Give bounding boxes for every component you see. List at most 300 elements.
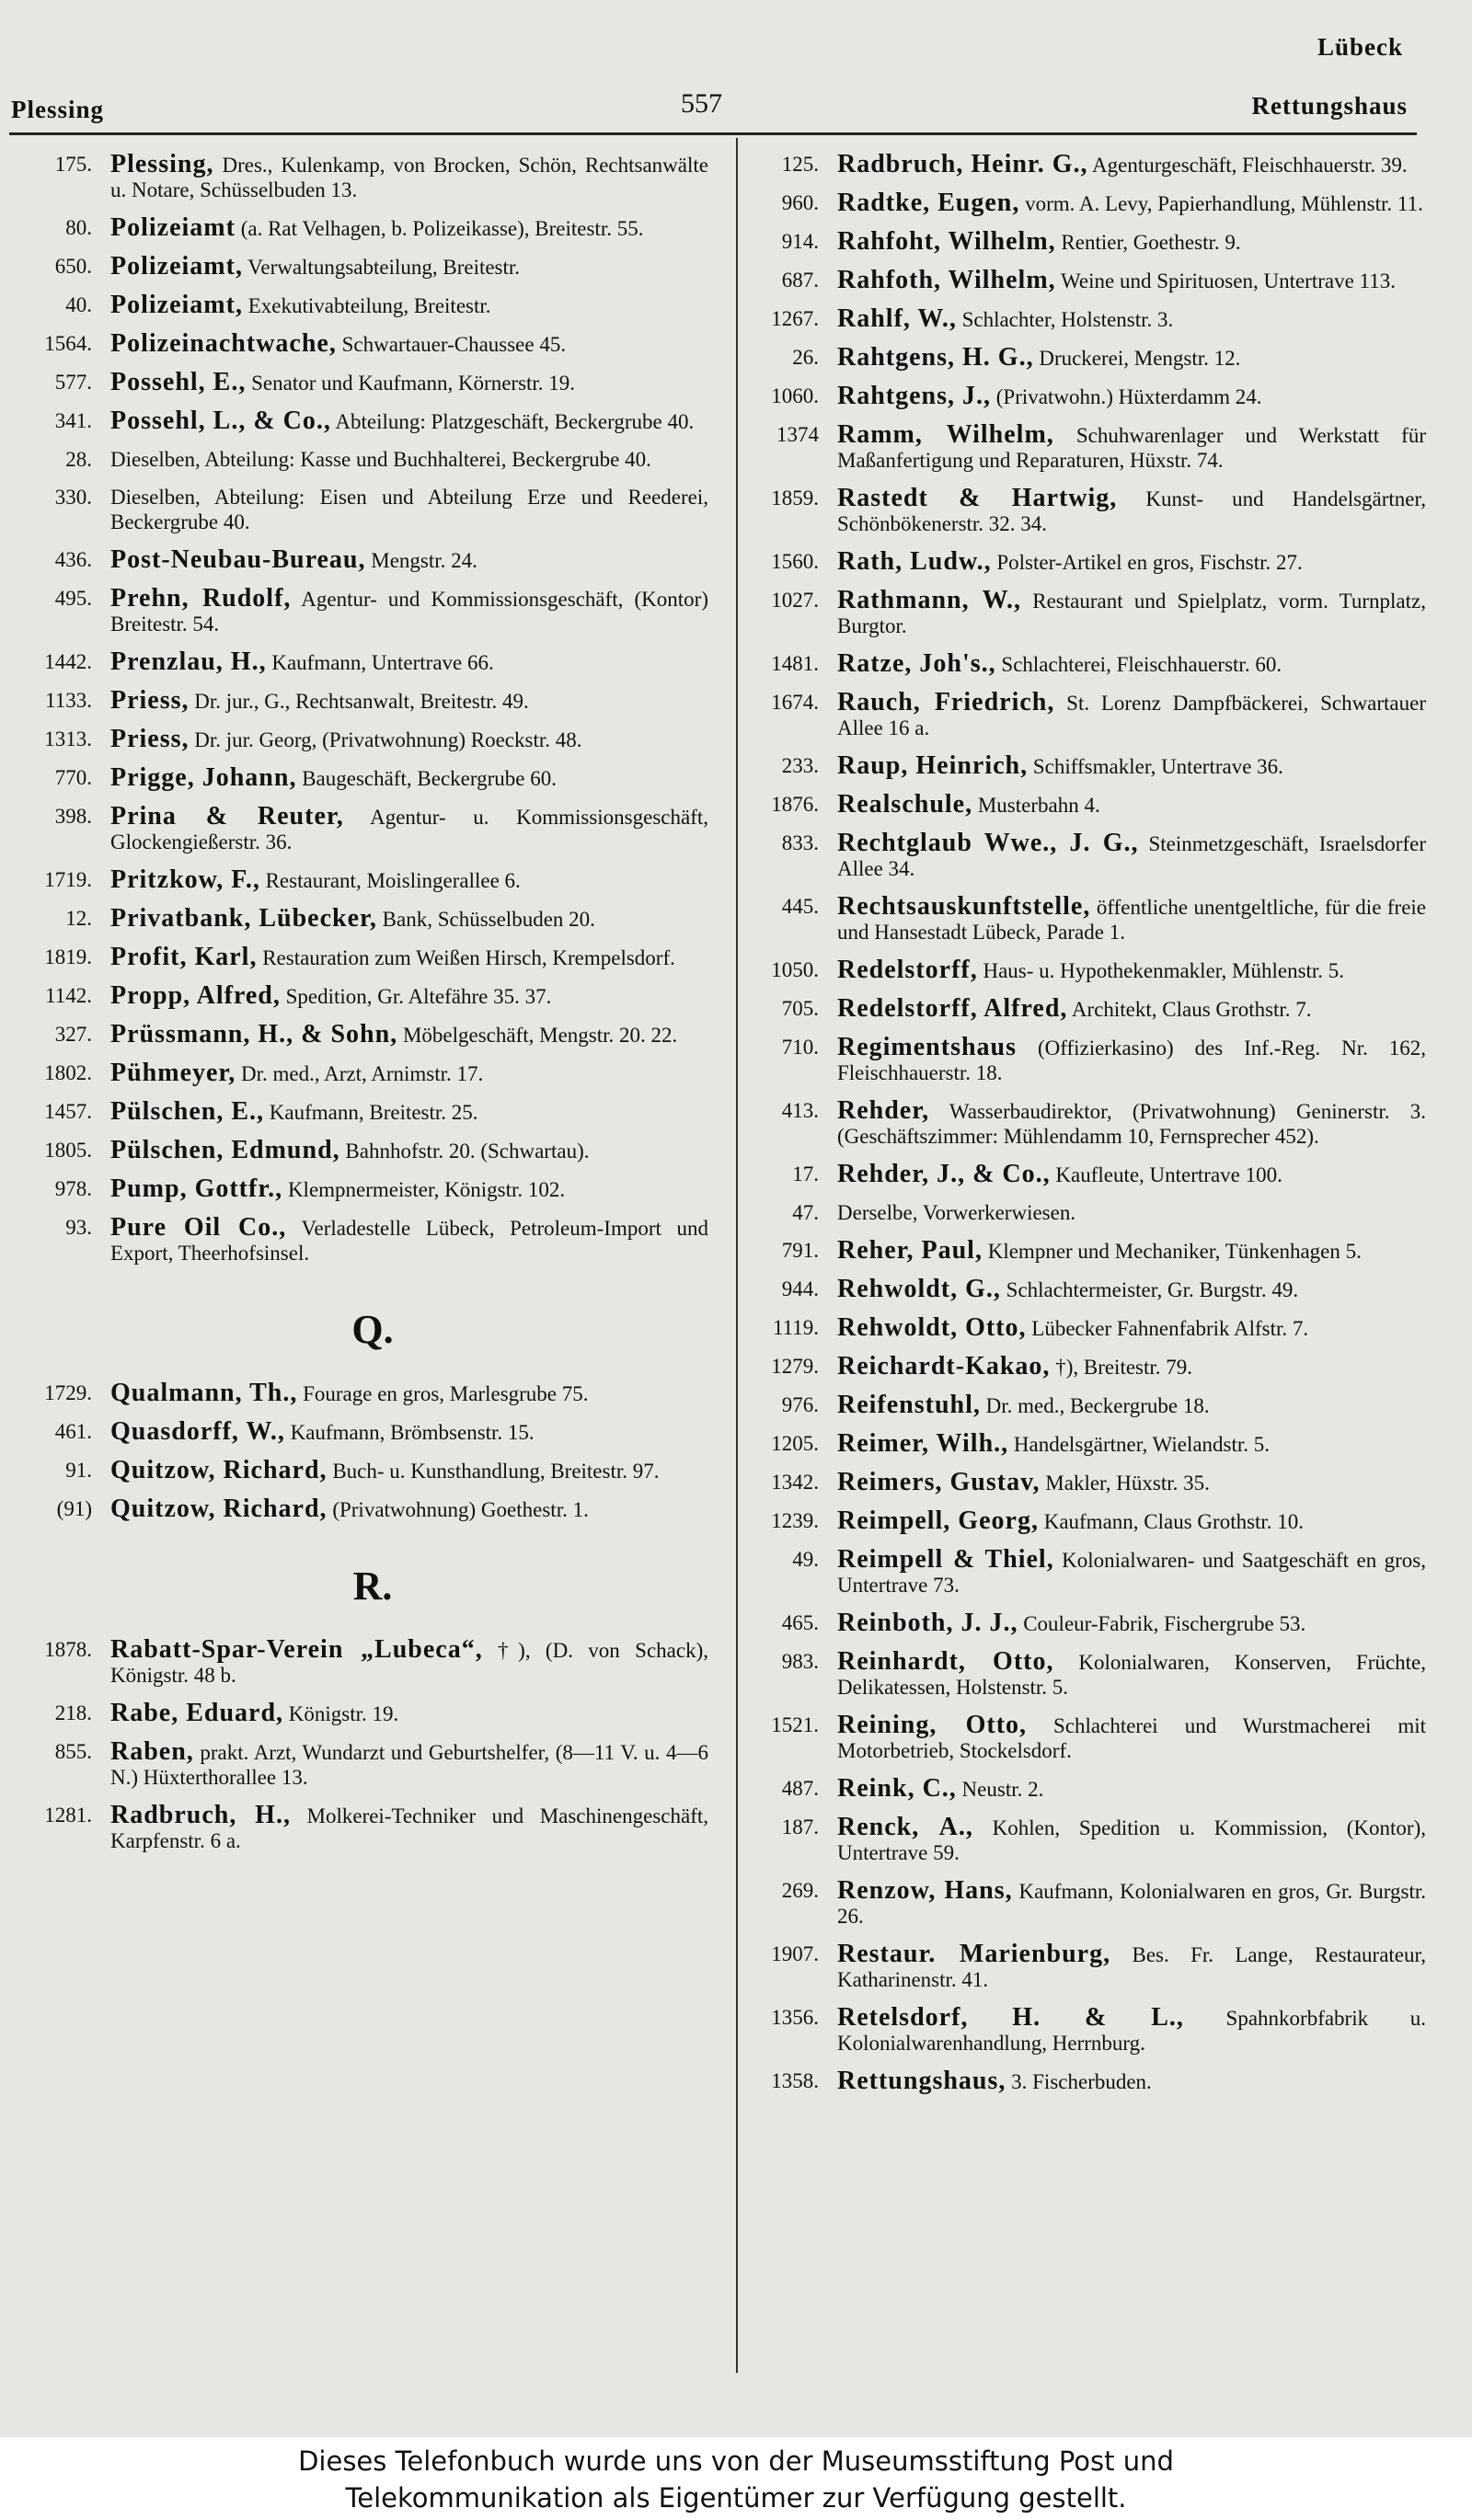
right-column xyxy=(745,152,1426,2107)
phone-number: (91) xyxy=(56,1497,92,1520)
entry-name: Renck, A., xyxy=(837,1813,973,1841)
directory-entry xyxy=(9,547,708,573)
entry-body xyxy=(110,1496,708,1522)
phone-number: 398. xyxy=(54,805,92,828)
entry-body xyxy=(110,945,708,970)
header-right-keyword: Rettungshaus xyxy=(1251,92,1408,120)
phone-number: 983. xyxy=(781,1650,819,1673)
entry-body xyxy=(837,1315,1426,1341)
entry-details: Bahnhofstr. 20. (Schwartau). xyxy=(345,1140,590,1163)
entry-details: (Privatwohn.) Hüxterdamm 24. xyxy=(995,385,1262,408)
phone-number: 233. xyxy=(781,754,819,777)
phone-number: 269. xyxy=(781,1879,819,1902)
entry-details: Polster-Artikel en gros, Fischstr. 27. xyxy=(996,551,1303,574)
entry-name: Reimpell, Georg, xyxy=(837,1506,1039,1535)
entry-name: Radbruch, H., xyxy=(110,1801,291,1829)
phone-number: 91. xyxy=(65,1459,92,1482)
entry-name: Raup, Heinrich, xyxy=(837,751,1029,780)
phone-number: 327. xyxy=(54,1023,92,1046)
phone-number: 687. xyxy=(781,269,819,292)
entries-r xyxy=(9,1637,708,1853)
entry-name: Pülschen, Edmund, xyxy=(110,1136,340,1164)
entry-name: Prigge, Johann, xyxy=(110,763,297,792)
directory-entry xyxy=(745,792,1426,818)
directory-entry xyxy=(745,894,1426,945)
entry-name: Ratze, Joh's., xyxy=(837,649,996,678)
entry-details: Weine und Spirituosen, Untertrave 113. xyxy=(1061,269,1396,292)
entry-body xyxy=(110,1138,708,1163)
entry-details: Dr. med., Beckergrube 18. xyxy=(985,1394,1210,1417)
entry-name: Polizeiamt, xyxy=(110,291,243,319)
entry-name: Rabe, Eduard, xyxy=(110,1699,284,1727)
entry-details: Agenturgeschäft, Fleischhauerstr. 39. xyxy=(1092,154,1408,177)
left-column xyxy=(9,152,708,1866)
entry-body xyxy=(837,690,1426,740)
entry-details: Rentier, Goethestr. 9. xyxy=(1061,231,1241,254)
directory-entry xyxy=(745,690,1426,740)
directory-entry xyxy=(745,1098,1426,1149)
phone-number: 1279. xyxy=(771,1355,819,1378)
entry-details: Schlachter, Holstenstr. 3. xyxy=(961,308,1174,331)
entry-body xyxy=(837,1649,1426,1700)
entry-body xyxy=(110,1099,708,1125)
entry-details: Senator und Kaufmann, Körnerstr. 19. xyxy=(251,372,576,395)
phone-number: 1356. xyxy=(771,2006,819,2029)
directory-entry xyxy=(9,1176,708,1202)
entry-details: Druckerei, Mengstr. 12. xyxy=(1039,347,1241,370)
entry-name: Rahtgens, J., xyxy=(837,382,992,410)
column-divider xyxy=(736,138,738,2373)
phone-number: 436. xyxy=(54,548,92,571)
entry-name: Redelstorff, xyxy=(837,956,978,984)
entry-details: Dr. med., Arzt, Arnimstr. 17. xyxy=(241,1062,484,1085)
directory-entry xyxy=(745,996,1426,1022)
phone-number: 1674. xyxy=(771,691,819,714)
directory-entry xyxy=(745,1942,1426,1992)
phone-number: 1027. xyxy=(771,589,819,612)
entry-details: Makler, Hüxstr. 35. xyxy=(1045,1472,1210,1495)
entry-body xyxy=(110,1380,708,1406)
directory-entry xyxy=(745,1547,1426,1598)
entry-details: Fourage en gros, Marlesgrube 75. xyxy=(303,1382,589,1405)
entry-details: Kolonialwaren, Konserven, Früchte, Delikatessen, Holstenstr. 5. xyxy=(837,1651,1427,1699)
page-number: 557 xyxy=(681,88,722,119)
directory-entry xyxy=(745,1508,1426,1534)
entry-details: Kaufmann, Untertrave 66. xyxy=(271,651,494,674)
entry-details: vorm. A. Levy, Papierhandlung, Mühlenstr. 11. xyxy=(1025,192,1423,215)
entry-body xyxy=(110,152,708,202)
entry-name: Polizeinachtwache, xyxy=(110,329,337,358)
entry-name: Priess, xyxy=(110,686,190,715)
entry-body xyxy=(110,983,708,1009)
directory-entry xyxy=(745,345,1426,371)
entry-body xyxy=(110,215,708,241)
entry-details: Klempner und Mechaniker, Tünkenhagen 5. xyxy=(987,1240,1362,1263)
directory-entry xyxy=(9,1022,708,1048)
phone-number: 1119. xyxy=(772,1316,819,1339)
entry-details: Schiffsmakler, Untertrave 36. xyxy=(1032,755,1283,778)
entry-body xyxy=(110,765,708,791)
entry-details: Verwaltungsabteilung, Breitestr. xyxy=(247,256,521,279)
entry-details: Buch- u. Kunsthandlung, Breitestr. 97. xyxy=(332,1460,660,1483)
entry-details: Kaufmann, Breitestr. 25. xyxy=(269,1101,478,1124)
directory-entry xyxy=(9,485,708,534)
entry-body xyxy=(837,1776,1426,1802)
directory-entry xyxy=(745,1431,1426,1457)
entry-body xyxy=(837,957,1426,983)
entry-name: Prüssmann, H., & Sohn, xyxy=(110,1020,398,1048)
directory-entry xyxy=(9,688,708,714)
entry-body xyxy=(110,804,708,854)
directory-entry xyxy=(9,447,708,472)
entry-details: Restauration zum Weißen Hirsch, Krempelsdorf. xyxy=(262,946,675,969)
entries-right xyxy=(745,152,1426,2094)
entry-details: Kaufmann, Brömbsenstr. 15. xyxy=(290,1421,535,1444)
entry-details: Exekutivabteilung, Breitestr. xyxy=(247,294,491,317)
entry-name: Renzow, Hans, xyxy=(837,1876,1013,1905)
header-city: Lübeck xyxy=(1317,33,1403,61)
entry-details: Baugeschäft, Beckergrube 60. xyxy=(302,767,557,790)
entry-details: Haus- u. Hypothekenmakler, Mühlenstr. 5. xyxy=(983,959,1345,982)
phone-number: 445. xyxy=(781,895,819,918)
entry-body xyxy=(110,1176,708,1202)
entry-body xyxy=(110,727,708,752)
entry-body xyxy=(837,422,1426,473)
directory-entry xyxy=(745,651,1426,677)
entry-details: Molkerei-Techniker und Maschinengeschäft, Karpfenstr. 6 a. xyxy=(110,1804,708,1852)
entry-name: Possehl, L., & Co., xyxy=(110,407,331,435)
directory-entry xyxy=(745,1815,1426,1865)
entry-name: Rathmann, W., xyxy=(837,586,1021,614)
entry-body xyxy=(110,586,708,636)
entry-details: Agentur- und Kommissionsgeschäft, (Kontor) Breitestr. 54. xyxy=(110,588,708,636)
entries-q xyxy=(9,1380,708,1522)
footer-line-2: Telekommunikation als Eigentümer zur Verfügung gestellt. xyxy=(345,2482,1127,2514)
entry-body xyxy=(110,485,708,534)
phone-number: 1564. xyxy=(44,332,92,355)
entry-name: Reifenstuhl, xyxy=(837,1391,981,1419)
directory-entry xyxy=(745,268,1426,293)
entry-name: Rahlf, W., xyxy=(837,304,957,333)
phone-number: 28. xyxy=(65,448,92,471)
directory-entry xyxy=(745,1315,1426,1341)
header-left-keyword: Plessing xyxy=(11,96,105,123)
entry-name: Pump, Gottfr., xyxy=(110,1174,283,1203)
entry-body xyxy=(110,867,708,893)
phone-number: 650. xyxy=(54,255,92,278)
entry-details: Königstr. 19. xyxy=(288,1702,399,1725)
entry-name: Pühmeyer, xyxy=(110,1059,236,1087)
phone-number: 1907. xyxy=(771,1942,819,1965)
entry-details: Dr. jur., G., Rechtsanwalt, Breitestr. 49. xyxy=(194,690,529,713)
entry-name: Redelstorff, Alfred, xyxy=(837,994,1068,1023)
directory-entry xyxy=(745,957,1426,983)
entry-details: Dieselben, Abteilung: Eisen und Abteilung Erze und Reederei, Beckergrube 40. xyxy=(110,486,708,533)
phone-number: 833. xyxy=(781,831,819,854)
entry-name: Reining, Otto, xyxy=(837,1711,1028,1739)
section-letter-q: Q. xyxy=(351,1307,394,1352)
entry-details: Dr. jur. Georg, (Privatwohnung) Roeckstr. 48. xyxy=(194,728,582,751)
entry-body xyxy=(837,1277,1426,1302)
entry-name: Post-Neubau-Bureau, xyxy=(110,545,366,574)
entry-body xyxy=(110,370,708,395)
entry-details: Restaurant und Spielplatz, vorm. Turnplatz, Burgtor. xyxy=(837,590,1426,637)
footer-line-1: Dieses Telefonbuch wurde uns von der Museumsstiftung Post und xyxy=(298,2446,1174,2477)
entry-name: Rath, Ludw., xyxy=(837,547,992,576)
entry-name: Rehder, J., & Co., xyxy=(837,1160,1051,1188)
phone-number: 710. xyxy=(781,1036,819,1059)
entry-details: Kaufmann, Claus Grothstr. 10. xyxy=(1043,1510,1305,1533)
entry-name: Rechtglaub Wwe., J. G., xyxy=(837,829,1139,857)
entry-body xyxy=(837,306,1426,332)
directory-entry xyxy=(745,1162,1426,1187)
entry-details: Möbelgeschäft, Mengstr. 20. 22. xyxy=(402,1024,678,1047)
entry-details: Schwartauer-Chaussee 45. xyxy=(341,333,567,356)
entry-details: Spahnkorbfabrik u. Kolonialwarenhandlung, Herrnburg. xyxy=(837,2007,1427,2055)
entry-body xyxy=(837,1098,1426,1149)
entry-body xyxy=(837,1547,1426,1598)
entry-body xyxy=(837,1354,1426,1380)
directory-entry xyxy=(745,486,1426,536)
phone-number: 187. xyxy=(781,1816,819,1838)
entry-body xyxy=(110,1215,708,1266)
phone-number: 577. xyxy=(54,371,92,394)
entry-body xyxy=(837,996,1426,1022)
entry-name: Regimentshaus xyxy=(837,1033,1018,1061)
entries-p xyxy=(9,152,708,1266)
entry-name: Prenzlau, H., xyxy=(110,647,267,676)
phone-number: 1442. xyxy=(44,650,92,673)
phone-number: 960. xyxy=(781,191,819,214)
phone-number: 1802. xyxy=(44,1061,92,1084)
entry-body xyxy=(837,190,1426,216)
entry-name: Realschule, xyxy=(837,790,973,819)
phone-number: 1205. xyxy=(771,1432,819,1455)
phone-number: 1805. xyxy=(44,1139,92,1162)
phone-number: 330. xyxy=(54,486,92,509)
entry-name: Priess, xyxy=(110,725,190,753)
entry-body xyxy=(837,1712,1426,1763)
directory-entry xyxy=(9,983,708,1009)
entry-name: Rehder, xyxy=(837,1096,930,1125)
phone-number: 1281. xyxy=(44,1804,92,1827)
entry-name: Polizeiamt xyxy=(110,213,236,242)
entry-name: Radbruch, Heinr. G., xyxy=(837,150,1088,178)
entry-name: Propp, Alfred, xyxy=(110,981,281,1010)
entry-details: Schlachtermeister, Gr. Burgstr. 49. xyxy=(1006,1278,1299,1301)
phone-number: 461. xyxy=(54,1420,92,1443)
entry-body xyxy=(837,1470,1426,1495)
entry-name: Pritzkow, F., xyxy=(110,865,260,894)
phone-number: 218. xyxy=(54,1701,92,1724)
entry-body xyxy=(837,1508,1426,1534)
entry-body xyxy=(837,2005,1426,2056)
phone-number: 1481. xyxy=(771,652,819,675)
entry-name: Quitzow, Richard, xyxy=(110,1495,328,1523)
entry-details: Lübecker Fahnenfabrik Alfstr. 7. xyxy=(1031,1317,1309,1340)
entry-body xyxy=(837,830,1426,881)
entry-body xyxy=(110,1739,708,1790)
entry-details: öffentliche unentgeltliche, für die freie und Hansestadt Lübeck, Parade 1. xyxy=(837,896,1427,944)
entry-name: Reichardt-Kakao, xyxy=(837,1352,1051,1380)
entry-body xyxy=(837,651,1426,677)
phone-number: 495. xyxy=(54,587,92,610)
directory-entry xyxy=(9,408,708,434)
phone-number: 12. xyxy=(65,907,92,930)
directory-entry xyxy=(745,1354,1426,1380)
phone-number: 1878. xyxy=(44,1638,92,1661)
phone-number: 341. xyxy=(54,409,92,432)
directory-entry xyxy=(745,1878,1426,1929)
entry-name: Prehn, Rudolf, xyxy=(110,584,292,613)
entry-body xyxy=(837,384,1426,409)
entry-name: Rauch, Friedrich, xyxy=(837,688,1055,716)
directory-entry xyxy=(9,1419,708,1445)
phone-number: 125. xyxy=(781,153,819,176)
entry-name: Plessing, xyxy=(110,150,214,178)
entry-details: Mengstr. 24. xyxy=(371,549,477,572)
entry-details: Schlachterei, Fleischhauerstr. 60. xyxy=(1001,653,1282,676)
entry-body xyxy=(110,331,708,357)
entry-details: Handelsgärtner, Wielandstr. 5. xyxy=(1013,1433,1271,1456)
phone-number: 1050. xyxy=(771,958,819,981)
entry-details: Musterbahn 4. xyxy=(977,794,1100,817)
entry-body xyxy=(837,2068,1426,2094)
phone-number: 80. xyxy=(65,216,92,239)
entry-body xyxy=(837,588,1426,638)
entry-name: Restaur. Marienburg, xyxy=(837,1940,1111,1968)
directory-entry xyxy=(9,586,708,636)
phone-number: 1729. xyxy=(44,1381,92,1404)
entry-name: Rastedt & Hartwig, xyxy=(837,484,1118,512)
entry-body xyxy=(110,649,708,675)
entry-body xyxy=(837,1162,1426,1187)
directory-entry xyxy=(745,1776,1426,1802)
entry-details: Couleur-Fabrik, Fischergrube 53. xyxy=(1023,1612,1306,1635)
directory-entry xyxy=(745,1035,1426,1085)
phone-number: 976. xyxy=(781,1393,819,1416)
phone-number: 978. xyxy=(54,1177,92,1200)
directory-entry xyxy=(9,1060,708,1086)
entry-name: Raben, xyxy=(110,1737,194,1766)
entry-name: Rechtsauskunftstelle, xyxy=(837,892,1091,921)
phone-number: 1267. xyxy=(771,307,819,330)
section-letter-r: R. xyxy=(352,1564,393,1609)
entry-body xyxy=(837,486,1426,536)
entry-body xyxy=(110,906,708,932)
entry-name: Reimers, Gustav, xyxy=(837,1468,1041,1496)
entry-body xyxy=(837,345,1426,371)
directory-entry xyxy=(745,1277,1426,1302)
directory-entry xyxy=(9,867,708,893)
phone-number: 1859. xyxy=(771,487,819,510)
phone-number: 1313. xyxy=(44,727,92,750)
phone-number: 914. xyxy=(781,230,819,253)
phone-number: 413. xyxy=(781,1099,819,1122)
entry-details: Architekt, Claus Grothstr. 7. xyxy=(1071,998,1312,1021)
phone-number: 855. xyxy=(54,1740,92,1763)
directory-entry xyxy=(9,906,708,932)
directory-entry xyxy=(9,1380,708,1406)
phone-number: 1560. xyxy=(771,550,819,573)
phone-number: 1142. xyxy=(45,984,92,1007)
directory-entry xyxy=(745,1712,1426,1763)
directory-entry xyxy=(9,649,708,675)
entry-details: Agentur- u. Kommissionsgeschäft, Glockengießerstr. 36. xyxy=(110,806,709,853)
phone-number: 944. xyxy=(781,1277,819,1300)
entry-body xyxy=(110,547,708,573)
entry-body xyxy=(837,268,1426,293)
entry-body xyxy=(110,1419,708,1445)
directory-entry xyxy=(745,229,1426,255)
entry-name: Radtke, Eugen, xyxy=(837,189,1020,217)
phone-number: 26. xyxy=(792,346,819,369)
entry-details: Verladestelle Lübeck, Petroleum-Import und Export, Theerhofsinsel. xyxy=(110,1217,708,1265)
entry-details: Restaurant, Moislingerallee 6. xyxy=(265,869,521,892)
directory-entry xyxy=(745,384,1426,409)
entry-name: Reinhardt, Otto, xyxy=(837,1647,1054,1676)
entry-body xyxy=(837,152,1426,178)
entry-name: Reimpell & Thiel, xyxy=(837,1545,1054,1574)
entry-details: Dres., Kulenkamp, von Brocken, Schön, Rechtsanwälte u. Notare, Schüsselbuden 13. xyxy=(110,154,708,201)
entry-body xyxy=(110,254,708,280)
entry-name: Privatbank, Lübecker, xyxy=(110,904,377,933)
entry-details: †), Breitestr. 79. xyxy=(1055,1356,1193,1379)
directory-entry xyxy=(9,1496,708,1522)
entry-body xyxy=(837,1392,1426,1418)
entry-body xyxy=(110,292,708,318)
entry-body xyxy=(110,1060,708,1086)
directory-entry xyxy=(9,1215,708,1266)
entry-body xyxy=(837,1942,1426,1992)
entry-body xyxy=(110,1701,708,1726)
entry-name: Rahfoth, Wilhelm, xyxy=(837,266,1056,294)
phone-number: 93. xyxy=(65,1216,92,1239)
phone-number: 705. xyxy=(781,997,819,1020)
directory-entry xyxy=(745,2005,1426,2056)
directory-entry xyxy=(9,292,708,318)
entry-details: Neustr. 2. xyxy=(961,1778,1044,1801)
entry-body xyxy=(837,1610,1426,1636)
directory-entry xyxy=(9,152,708,202)
entry-body xyxy=(837,1238,1426,1264)
entry-details: prakt. Arzt, Wundarzt und Geburtshelfer, (8—11 V. u. 4—6 N.) Hüxterthorallee 13. xyxy=(110,1741,708,1789)
directory-entry xyxy=(745,1610,1426,1636)
entry-details: Abteilung: Platzgeschäft, Beckergrube 40. xyxy=(335,410,695,433)
entry-name: Retelsdorf, H. & L., xyxy=(837,2003,1184,2032)
phone-number: 1457. xyxy=(44,1100,92,1123)
phone-number: 1060. xyxy=(771,384,819,407)
entry-details: Kunst- und Handelsgärtner, Schönbökenerstr. 32. 34. xyxy=(837,487,1426,535)
entry-details: Wasserbaudirektor, (Privatwohnung) Geninerstr. 3. (Geschäftszimmer: Mühlendamm 10, Fernsprecher 452). xyxy=(837,1100,1426,1148)
directory-entry xyxy=(745,1238,1426,1264)
entry-name: Polizeiamt, xyxy=(110,252,243,281)
entry-body xyxy=(837,1431,1426,1457)
entry-body xyxy=(837,229,1426,255)
entry-details: †), (D. von Schack), Königstr. 48 b. xyxy=(110,1639,708,1687)
phone-number: 465. xyxy=(781,1611,819,1634)
entry-details: Bes. Fr. Lange, Restaurateur, Katharinenstr. 41. xyxy=(837,1943,1427,1991)
entry-body xyxy=(837,753,1426,779)
entry-body xyxy=(837,1035,1426,1085)
entry-name: Ramm, Wilhelm, xyxy=(837,420,1054,449)
entry-body xyxy=(110,1458,708,1483)
entry-details: Kohlen, Spedition u. Kommission, (Kontor), Untertrave 59. xyxy=(837,1816,1426,1864)
directory-entry xyxy=(745,1200,1426,1225)
entry-body xyxy=(837,1815,1426,1865)
phone-number: 1819. xyxy=(44,945,92,968)
entry-name: Rehwoldt, G., xyxy=(837,1275,1001,1303)
